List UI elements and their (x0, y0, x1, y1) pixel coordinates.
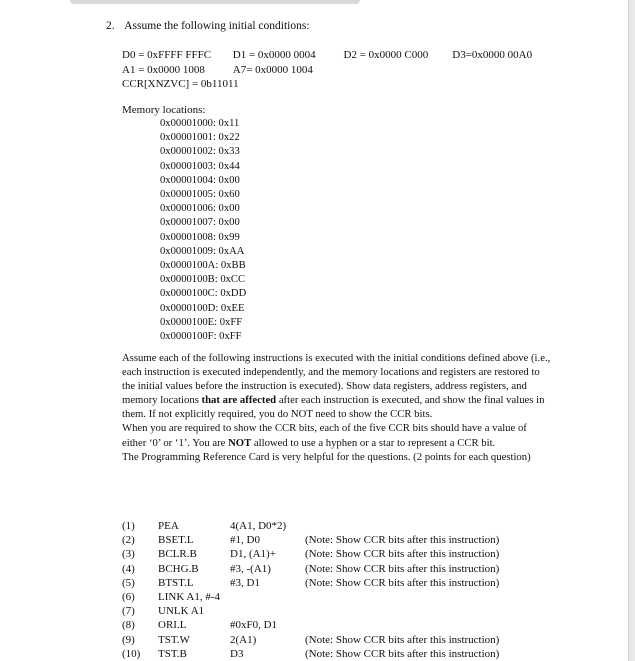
reg-d1: D1 = 0x0000 0004 (232, 49, 316, 61)
instruction-op: ORI.L (158, 619, 187, 632)
instruction-note: (Note: Show CCR bits after this instruction) (305, 576, 500, 589)
instruction-note: (Note: Show CCR bits after this instruction) (305, 647, 500, 660)
top-tab-bar (70, 0, 360, 4)
memory-item: 0x0000100C: 0xDD (160, 288, 247, 300)
question-number: 2. (106, 20, 115, 32)
reg-a1: A1 = 0x0000 1008 (122, 63, 205, 76)
instruction-arg: D1, (A1)+ (230, 548, 276, 561)
memory-list (160, 117, 246, 344)
instruction-number: (8) (122, 619, 135, 632)
instruction-number: (5) (122, 576, 135, 589)
memory-item: 0x00001009: 0xAA (160, 245, 245, 257)
memory-item: 0x00001006: 0x00 (160, 203, 240, 215)
instruction-arg: #0xF0, D1 (230, 619, 278, 632)
memory-item: 0x00001000: 0x11 (160, 118, 240, 129)
p1-text-end: after each instruction is executed, and show the final values in them. If not explicitly required, you do NOT need to show the CCR bits. (122, 394, 545, 421)
instruction-op: BCLR.B (158, 548, 197, 561)
instruction-note: (Note: Show CCR bits after this instruction) (305, 534, 500, 547)
instruction-number: (6) (122, 590, 135, 603)
memory-item: 0x00001007: 0x00 (160, 217, 240, 229)
memory-item: 0x00001001: 0x22 (160, 132, 240, 144)
instructions-paragraph (122, 351, 552, 464)
reg-d0: D0 = 0xFFFF FFFC (122, 49, 212, 61)
reg-d3: D3=0x0000 00A0 (452, 49, 533, 61)
memory-item: 0x0000100E: 0xFF (160, 316, 243, 328)
instruction-op: UNLK A1 (158, 605, 205, 618)
instruction-op: LINK A1, #-4 (158, 590, 221, 603)
instruction-number: (10) (122, 647, 141, 660)
instruction-arg: 4(A1, D0*2) (230, 520, 287, 532)
memory-item: 0x00001005: 0x60 (160, 189, 240, 201)
instruction-number: (3) (122, 548, 135, 561)
instruction-op: BCHG.B (158, 562, 199, 575)
reg-ccr: CCR[XNZVC] = 0b11011 (122, 78, 239, 90)
question-heading (106, 20, 310, 32)
reg-a7: A7= 0x0000 1004 (232, 63, 313, 76)
reg-d2: D2 = 0x0000 C000 (343, 49, 429, 61)
instruction-op: TST.W (158, 633, 190, 646)
memory-title: Memory locations: (122, 104, 206, 116)
paragraph-2 (122, 421, 552, 449)
instruction-op: BTST.L (158, 576, 194, 589)
instruction-arg: 2(A1) (230, 633, 257, 646)
paragraph-3: The Programming Reference Card is very helpful for the questions. (2 points for each question) (122, 450, 531, 463)
instruction-number: (9) (122, 633, 135, 646)
memory-item: 0x0000100D: 0xEE (160, 302, 245, 314)
p1-bold: that are affected (201, 394, 277, 407)
instruction-arg: D3 (230, 647, 244, 660)
question-heading-text: Assume the following initial conditions: (124, 20, 310, 32)
instruction-arg: #1, D0 (230, 534, 260, 547)
instruction-op: BSET.L (158, 534, 194, 547)
p1-text: Assume each of the following instructions is executed with the initial conditions defined above (i.e., each instruction is executed independently, and the memory locations and registers are restored to the initial values before the instruction is executed). Show data registers, address registers, and memory locations (122, 352, 551, 407)
instruction-note: (Note: Show CCR bits after this instruction) (305, 562, 500, 575)
register-row (122, 63, 532, 78)
memory-item: 0x00001002: 0x33 (160, 146, 240, 158)
instruction-op: TST.B (158, 647, 187, 660)
instruction-note: (Note: Show CCR bits after this instruction) (305, 548, 500, 561)
instruction-number: (2) (122, 534, 135, 547)
instruction-number: (7) (122, 605, 135, 618)
instruction-number: (1) (122, 520, 135, 532)
p2-bold: NOT (228, 436, 252, 449)
memory-item: 0x0000100B: 0xCC (160, 274, 246, 286)
instruction-number: (4) (122, 562, 135, 575)
memory-item: 0x0000100F: 0xFF (160, 331, 242, 343)
paragraph-1 (122, 351, 552, 421)
memory-item: 0x0000100A: 0xBB (160, 260, 246, 272)
instruction-note: (Note: Show CCR bits after this instruction) (305, 633, 500, 646)
p2-text: When you are required to show the CCR bits, each of the five CCR bits should have a value of either ‘0’ or ‘1’. You are (122, 422, 527, 449)
memory-item: 0x00001004: 0x00 (160, 174, 240, 186)
instruction-op: PEA (158, 520, 179, 532)
memory-item: 0x00001008: 0x99 (160, 231, 240, 243)
p2-text-end: allowed to use a hyphen or a star to represent a CCR bit. (251, 436, 496, 449)
instruction-arg: #3, D1 (230, 576, 260, 589)
register-row (122, 48, 532, 63)
register-row (122, 77, 532, 92)
memory-item: 0x00001003: 0x44 (160, 160, 240, 172)
instruction-arg: #3, -(A1) (230, 562, 271, 575)
register-block (122, 48, 532, 92)
